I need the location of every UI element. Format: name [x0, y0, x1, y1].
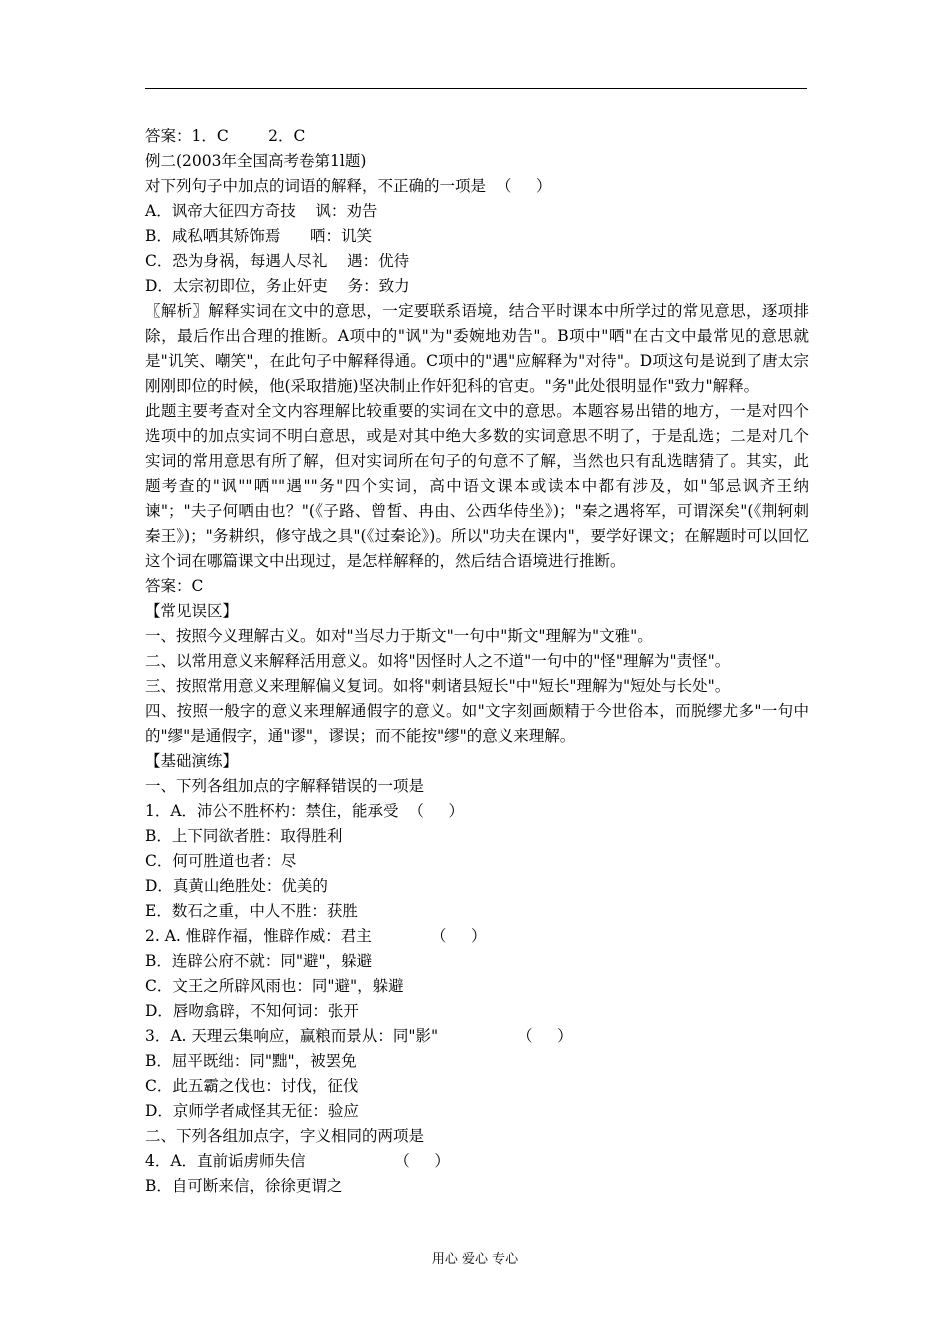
option-c: C．恐为身祸，每遇人尽礼 遇：优待: [145, 252, 410, 270]
practice-item: D．京师学者咸怪其无征：验应: [145, 1102, 359, 1120]
section-heading-practice: 【基础演练】: [145, 752, 239, 770]
practice-item: D．真黄山绝胜处：优美的: [145, 877, 328, 895]
mistake-item: 三、按照常用意义来理解偏义复词。如将"刺诸县短长"中"短长"理解为"短处与长处"。: [145, 677, 731, 695]
mistake-item: 四、按照一般字的意义来理解通假字的意义。如"文字刻画颇精于今世俗本，而脱缪尤多"一句中的"缪"是通假字，通"谬"，谬误；而不能按"缪"的意义来理解。: [145, 702, 809, 745]
commentary-paragraph: 此题主要考查对全文内容理解比较重要的实词在文中的意思。本题容易出错的地方，一是对四个选项中的加点实词不明白意思，或是对其中绝大多数的实词意思不明了，于是乱选；二是对几个实词的常用意思有所了解，但对实词所在句子的句意不了解，当然也只有乱选瞎猜了。其实，此题考查的"讽""哂""遇""务"四个实词，高中语文课本或读本中都有涉及，如"邹忌讽齐王纳谏"；"夫子何哂由也？"(《子路、曾皙、冉由、公西华侍坐》)；"秦之遇将军，可谓深矣"(《荆轲刺秦王》)；"务耕织，修守战之具"(《过秦论》)。所以"功夫在课内"，要学好课文；在解题时可以回忆这个词在哪篇课文中出现过，是怎样解释的，然后结合语境进行推断。: [145, 402, 809, 570]
document-body: [145, 124, 809, 1199]
practice-item: 2. A. 惟辟作福，惟辟作威：君主 （ ）: [145, 927, 487, 945]
practice-item: 3．A. 天理云集响应，赢粮而景从：同"影" （ ）: [145, 1027, 573, 1045]
practice-item: B．自可断来信，徐徐更谓之: [145, 1177, 343, 1195]
option-b: B．咸私哂其矫饰焉 哂：讥笑: [145, 227, 372, 245]
practice-instruction: 一、下列各组加点的字解释错误的一项是: [145, 777, 425, 795]
practice-item: C．何可胜道也者：尽: [145, 852, 297, 870]
practice-item: C．文王之所辟风雨也：同"避"，躲避: [145, 977, 404, 995]
page-footer: 用心 爱心 专心: [431, 1252, 519, 1267]
answer-line: 答案：1．C 2．C: [145, 127, 306, 145]
header-rule: [145, 88, 807, 89]
practice-item: C．此五霸之伐也：讨伐，征伐: [145, 1077, 359, 1095]
question-stem: 对下列句子中加点的词语的解释，不正确的一项是 （ ）: [145, 177, 552, 195]
practice-item: B．连辟公府不就：同"避"，躲避: [145, 952, 373, 970]
mistake-item: 二、以常用意义来解释活用意义。如将"因怪时人之不道"一句中的"怪"理解为"责怪"。: [145, 652, 731, 670]
answer-line: 答案：C: [145, 577, 204, 595]
section-heading-mistakes: 【常见误区】: [145, 602, 239, 620]
practice-instruction: 二、下列各组加点字，字义相同的两项是: [145, 1127, 425, 1145]
practice-item: B．屈平既绌：同"黜"，被罢免: [145, 1052, 357, 1070]
practice-item: 1．A．沛公不胜杯杓：禁住，能承受 （ ）: [145, 802, 465, 820]
option-d: D．太宗初即位，务止奸吏 务：致力: [145, 277, 410, 295]
option-a: A．讽帝大征四方奇技 讽：劝告: [145, 202, 378, 220]
practice-item: E．数石之重，中人不胜：获胜: [145, 902, 358, 920]
analysis-paragraph: 〖解析〗解释实词在文中的意思，一定要联系语境，结合平时课本中所学过的常见意思，逐项排除，最后作出合理的推断。A项中的"讽"为"委婉地劝告"。B项中"哂"在古文中最常见的意思就是"讥笑、嘲笑"，在此句子中解释得通。C项中的"遇"应解释为"对待"。D项这句是说到了唐太宗刚刚即位的时候，他(采取措施)坚决制止作奸犯科的官吏。"务"此处很明显作"致力"解释。: [145, 302, 809, 395]
mistake-item: 一、按照今义理解古义。如对"当尽力于斯文"一句中"斯文"理解为"文雅"。: [145, 627, 653, 645]
practice-item: 4．A．直前诟虏师失信 （ ）: [145, 1152, 450, 1170]
practice-item: D．唇吻翕辟，不知何词：张开: [145, 1002, 359, 1020]
practice-item: B．上下同欲者胜：取得胜利: [145, 827, 343, 845]
example-heading: 例二(2003年全国高考卷第1l题): [145, 152, 367, 170]
